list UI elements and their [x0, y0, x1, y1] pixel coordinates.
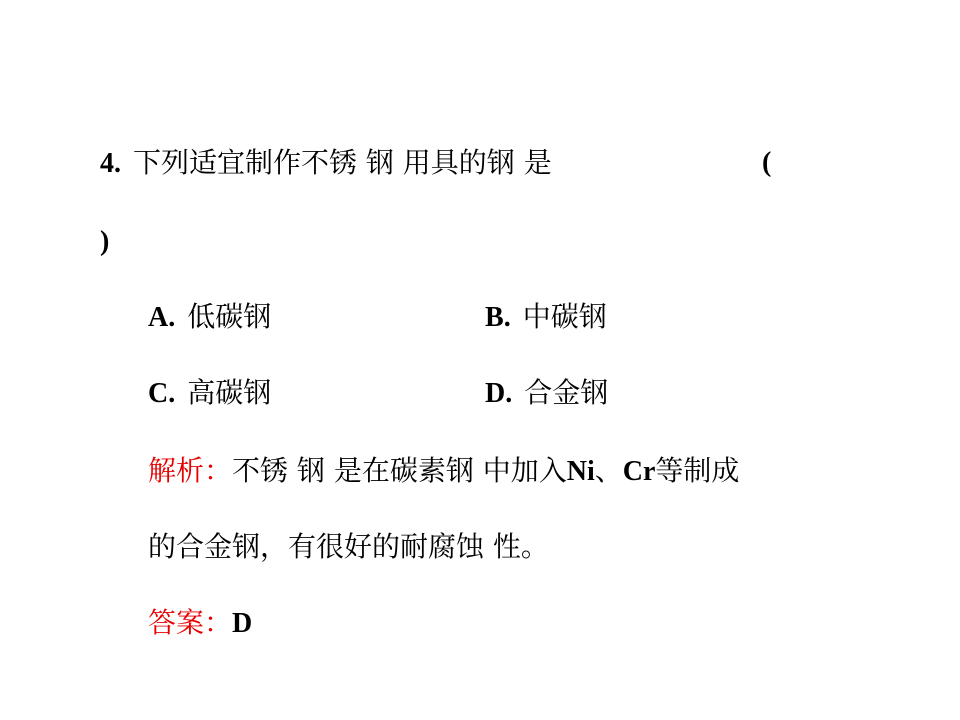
analysis-line-2: 的合金钢，有很好的耐腐蚀 性。 [148, 530, 549, 563]
analysis-ni: Ni [566, 456, 595, 487]
option-d-text: 合金钢 [524, 376, 609, 409]
analysis-text-post: 等制成 [655, 454, 740, 487]
answer-label: 答案： [148, 606, 233, 639]
option-c-text: 高碳钢 [187, 376, 272, 409]
question-number: 4 [100, 148, 114, 179]
analysis-cr: Cr [622, 456, 656, 487]
analysis-label: 解析： [148, 454, 233, 487]
option-b-text: 中碳钢 [522, 300, 607, 333]
analysis-text-pre: 不锈 钢 是在碳素钢 中加入 [232, 454, 567, 487]
question-line [100, 143, 552, 184]
option-b-sep: . [503, 302, 511, 333]
option-d-sep: . [505, 378, 513, 409]
option-a-sep: . [168, 302, 176, 333]
option-c-letter: C [148, 378, 169, 409]
answer-paren-open: ( [762, 147, 772, 178]
option-a-letter: A [148, 302, 169, 333]
question-stem: 下列适宜制作不锈 钢 用具的钢 是 [133, 146, 552, 179]
option-d-letter: D [485, 378, 506, 409]
option-b [485, 297, 607, 338]
analysis-dun: 、 [594, 454, 623, 487]
option-c [148, 373, 271, 414]
option-a-text: 低碳钢 [187, 300, 272, 333]
question-number-sep: . [114, 148, 121, 179]
option-b-letter: B [485, 302, 504, 333]
answer-line [148, 603, 252, 644]
option-a [148, 297, 271, 338]
option-c-sep: . [168, 378, 176, 409]
answer-value: D [232, 608, 253, 639]
answer-paren-close: ) [100, 226, 110, 257]
option-d [485, 373, 608, 414]
analysis-line-1 [148, 451, 739, 492]
